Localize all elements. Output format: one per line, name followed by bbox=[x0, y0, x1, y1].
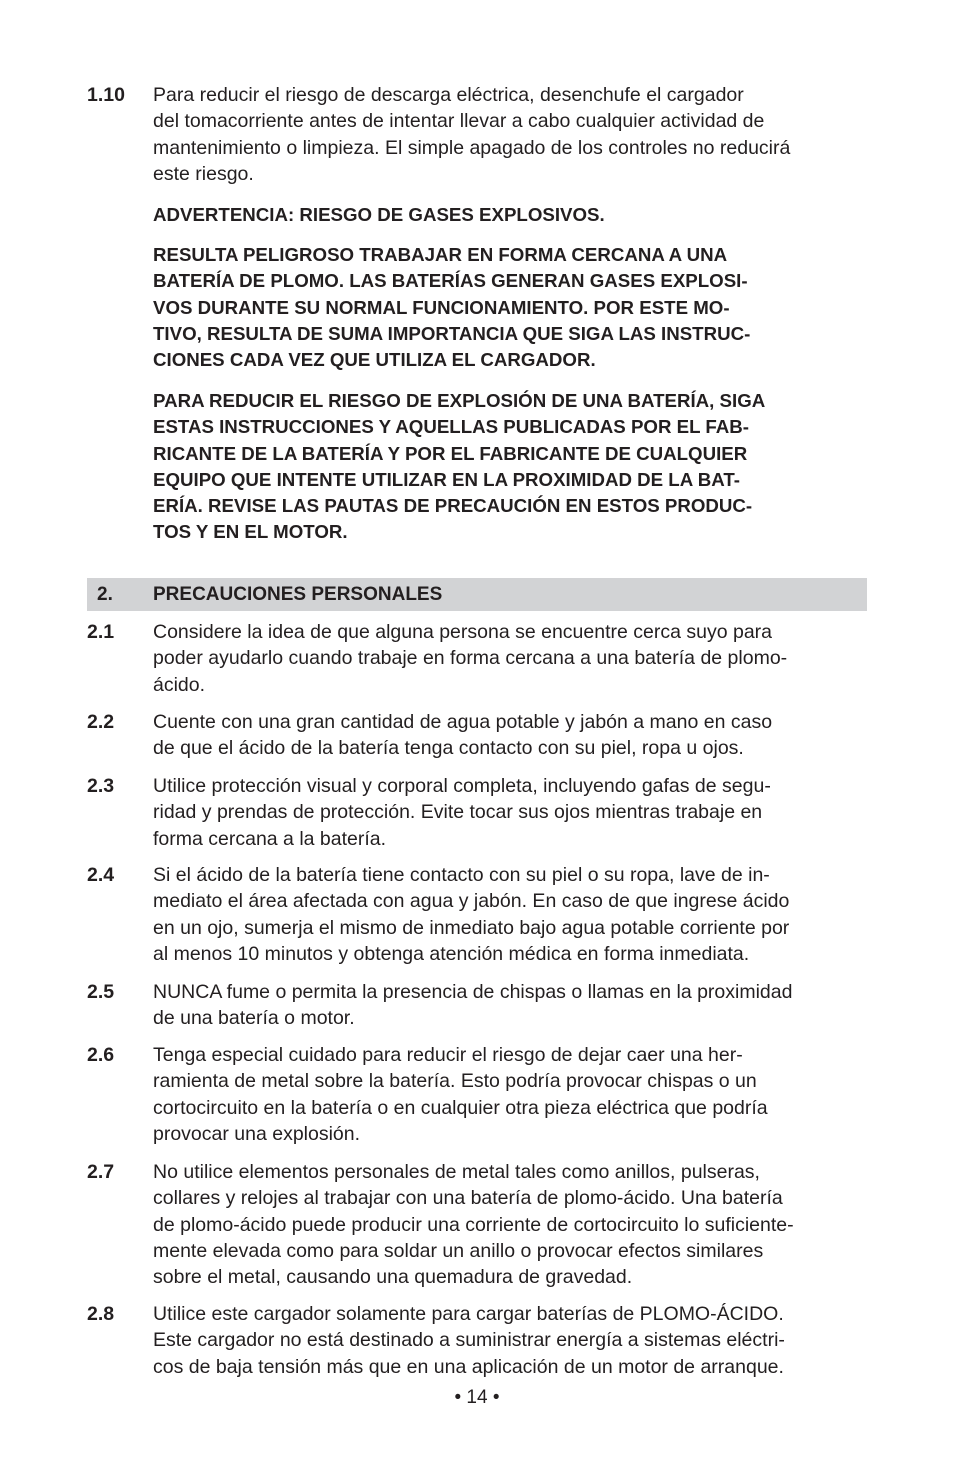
text-line: al menos 10 minutos y obtenga atención médica en forma inmediata. bbox=[153, 942, 750, 965]
warning-line: VOS DURANTE SU NORMAL FUNCIONAMIENTO. POR ESTE MO- bbox=[153, 296, 730, 318]
section-title: PRECAUCIONES PERSONALES bbox=[153, 584, 443, 605]
item-text bbox=[153, 979, 869, 1032]
warning-line: RICANTE DE LA BATERÍA Y POR EL FABRICANTE DE CUALQUIER bbox=[153, 442, 748, 464]
item-number: 2.2 bbox=[87, 711, 115, 733]
item-number: 2.3 bbox=[87, 775, 115, 797]
text-line: del tomacorriente antes de intentar llevar a cabo cualquier actividad de bbox=[153, 110, 765, 133]
section-number: 2. bbox=[97, 584, 113, 605]
item-text bbox=[153, 1301, 869, 1380]
warning-paragraph-2 bbox=[153, 388, 869, 546]
warning-line: ESTAS INSTRUCCIONES Y AQUELLAS PUBLICADAS POR EL FAB- bbox=[153, 416, 749, 438]
text-line: Si el ácido de la batería tiene contacto con su piel o su ropa, lave de in- bbox=[153, 864, 770, 886]
text-line: ridad y prendas de protección. Evite tocar sus ojos mientras trabaje en bbox=[153, 801, 763, 824]
text-line: cos de baja tensión más que en una aplicación de un motor de arranque. bbox=[153, 1355, 784, 1378]
text-line: Este cargador no está destinado a suministrar energía a sistemas eléctri- bbox=[153, 1329, 785, 1352]
item-number: 2.8 bbox=[87, 1303, 115, 1325]
warning-line: RESULTA PELIGROSO TRABAJAR EN FORMA CERCANA A UNA bbox=[153, 244, 728, 265]
item-number: 2.6 bbox=[87, 1044, 115, 1066]
text-line: sobre el metal, causando una quemadura de gravedad. bbox=[153, 1266, 633, 1289]
warning-line: PARA REDUCIR EL RIESGO DE EXPLOSIÓN DE UNA BATERÍA, SIGA bbox=[153, 390, 766, 411]
text-line: forma cercana a la batería. bbox=[153, 827, 387, 850]
text-line: Para reducir el riesgo de descarga eléctrica, desenchufe el cargador bbox=[153, 84, 744, 106]
warning-line: CIONES CADA VEZ QUE UTILIZA EL CARGADOR. bbox=[153, 349, 596, 371]
item-number: 2.7 bbox=[87, 1161, 115, 1183]
text-line: mente elevada como para soldar un anillo o provocar efectos similares bbox=[153, 1239, 764, 1262]
text-line: mantenimiento o limpieza. El simple apagado de los controles no reducirá bbox=[153, 136, 791, 159]
section-header bbox=[87, 578, 867, 611]
warning-line: TIVO, RESULTA DE SUMA IMPORTANCIA QUE SIGA LAS INSTRUC- bbox=[153, 322, 751, 344]
text-line: en un ojo, sumerja el mismo de inmediato bajo agua potable corriente por bbox=[153, 916, 790, 939]
text-line: Considere la idea de que alguna persona se encuentre cerca suyo para bbox=[153, 621, 773, 643]
text-line: NUNCA fume o permita la presencia de chispas o llamas en la proximidad bbox=[153, 981, 793, 1003]
warning-line: TOS Y EN EL MOTOR. bbox=[153, 521, 348, 543]
text-line: este riesgo. bbox=[153, 162, 254, 185]
page-number: • 14 • bbox=[454, 1387, 500, 1408]
item-number: 2.1 bbox=[87, 621, 115, 643]
text-line: No utilice elementos personales de metal tales como anillos, pulseras, bbox=[153, 1161, 760, 1183]
item-number: 2.4 bbox=[87, 864, 115, 886]
warning-line: BATERÍA DE PLOMO. LAS BATERÍAS GENERAN GASES EXPLOSI- bbox=[153, 270, 748, 292]
warning-title-text: ADVERTENCIA: RIESGO DE GASES EXPLOSIVOS. bbox=[153, 204, 605, 225]
text-line: mediato el área afectada con agua y jabón. En caso de que ingrese ácido bbox=[153, 890, 790, 913]
warning-title bbox=[153, 202, 869, 228]
text-line: Cuente con una gran cantidad de agua potable y jabón a mano en caso bbox=[153, 711, 773, 733]
text-line: poder ayudarlo cuando trabaje en forma cercana a una batería de plomo- bbox=[153, 647, 788, 670]
item-text bbox=[153, 862, 869, 967]
item-number: 1.10 bbox=[87, 84, 125, 106]
item-text bbox=[153, 1159, 869, 1290]
item-text bbox=[153, 82, 869, 187]
warning-line: ERÍA. REVISE LAS PAUTAS DE PRECAUCIÓN EN ESTOS PRODUC- bbox=[153, 495, 753, 517]
text-line: collares y relojes al trabajar con una batería de plomo-ácido. Una batería bbox=[153, 1187, 783, 1210]
text-line: de que el ácido de la batería tenga contacto con su piel, ropa u ojos. bbox=[153, 737, 744, 760]
text-line: ácido. bbox=[153, 673, 206, 696]
text-line: Tenga especial cuidado para reducir el riesgo de dejar caer una her- bbox=[153, 1044, 743, 1066]
text-line: Utilice este cargador solamente para cargar baterías de PLOMO-ÁCIDO. bbox=[153, 1303, 784, 1325]
item-text bbox=[153, 1042, 869, 1147]
item-text bbox=[153, 773, 869, 852]
item-text bbox=[153, 709, 869, 762]
item-number: 2.5 bbox=[87, 981, 115, 1003]
warning-paragraph-1 bbox=[153, 242, 869, 373]
text-line: ramienta de metal sobre la batería. Esto podría provocar chispas o un bbox=[153, 1070, 757, 1093]
text-line: provocar una explosión. bbox=[153, 1122, 361, 1145]
text-line: de plomo-ácido puede producir una corriente de cortocircuito lo suficiente- bbox=[153, 1213, 794, 1236]
item-text bbox=[153, 619, 869, 698]
text-line: de una batería o motor. bbox=[153, 1007, 355, 1030]
text-line: Utilice protección visual y corporal completa, incluyendo gafas de segu- bbox=[153, 775, 771, 797]
warning-line: EQUIPO QUE INTENTE UTILIZAR EN LA PROXIMIDAD DE LA BAT- bbox=[153, 468, 740, 490]
text-line: cortocircuito en la batería o en cualquier otra pieza eléctrica que podría bbox=[153, 1096, 768, 1119]
